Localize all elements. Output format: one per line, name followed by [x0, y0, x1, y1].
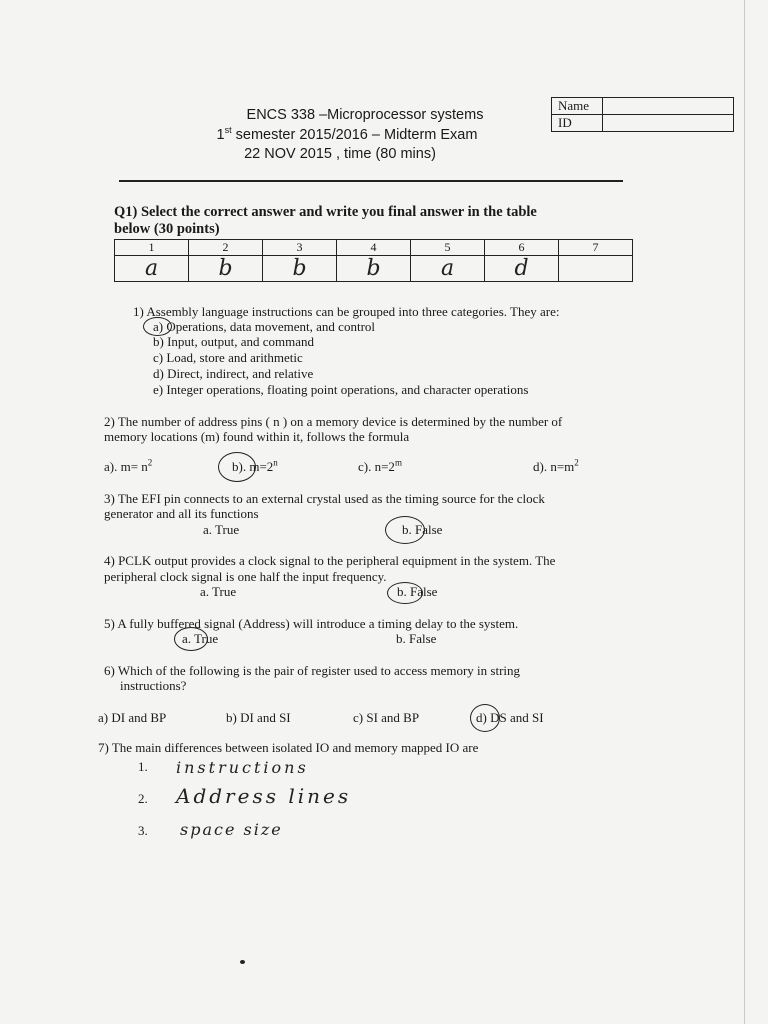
answer-col-header: 6 — [485, 240, 559, 256]
q1-1-option[interactable]: c) Load, store and arithmetic — [153, 350, 303, 365]
q1-7-item-number: 3. — [138, 823, 148, 838]
q1-6-option[interactable]: a) DI and BP — [98, 710, 167, 725]
answer-cell[interactable]: a — [411, 256, 485, 282]
answer-col-header: 7 — [559, 240, 633, 256]
q1-7-stem: 7) The main differences between isolated IO and memory mapped IO are — [98, 740, 479, 755]
q1-3-option[interactable]: b. False — [402, 522, 443, 537]
name-field[interactable] — [603, 98, 734, 115]
answer-table — [114, 239, 633, 282]
page-edge-shadow — [744, 0, 745, 1024]
q1-title-line1: Q1) Select the correct answer and write you final answer in the table — [114, 204, 537, 220]
q1-6-option[interactable]: c) SI and BP — [353, 710, 420, 725]
q1-4-stem: 4) PCLK output provides a clock signal to the peripheral equipment in the system. The — [104, 553, 556, 568]
q1-4-option[interactable]: b. False — [397, 584, 438, 599]
student-info-table — [551, 97, 734, 132]
q1-title-line2: below (30 points) — [114, 221, 220, 237]
q1-2-option[interactable] — [358, 459, 402, 475]
q1-1-option[interactable]: d) Direct, indirect, and relative — [153, 366, 314, 381]
answer-cell[interactable] — [559, 256, 633, 282]
course-title — [200, 107, 530, 124]
q1-6-option[interactable]: b) DI and SI — [226, 710, 291, 725]
answer-col-header: 5 — [411, 240, 485, 256]
q1-5-option[interactable]: b. False — [396, 631, 437, 646]
q1-6-stem: 6) Which of the following is the pair of register used to access memory in string — [104, 663, 521, 678]
semester-sup: st — [224, 125, 232, 136]
q1-7-handwritten-answer[interactable]: instructions — [176, 758, 309, 777]
q1-3-stem-2: generator and all its functions — [104, 506, 259, 521]
opt-base: b). m=2 — [232, 459, 274, 474]
answer-col-header: 3 — [263, 240, 337, 256]
opt-sup: 2 — [574, 457, 579, 468]
q1-6-stem-2: instructions? — [120, 678, 187, 693]
q1-6-option[interactable]: d) DS and SI — [476, 710, 544, 725]
q1-5-stem: 5) A fully buffered signal (Address) will introduce a timing delay to the system. — [104, 616, 519, 631]
q1-1-option[interactable]: b) Input, output, and command — [153, 334, 315, 349]
semester-rest: semester 2015/2016 – Midterm Exam — [231, 127, 478, 143]
q1-2-option[interactable] — [533, 459, 579, 475]
q1-4-option[interactable]: a. True — [200, 584, 237, 599]
q1-7-item-number: 2. — [138, 791, 148, 806]
q1-7-handwritten-answer[interactable]: Address lines — [176, 784, 352, 808]
answer-cell[interactable]: b — [337, 256, 411, 282]
q1-3-option[interactable]: a. True — [203, 522, 240, 537]
answer-cell[interactable]: b — [263, 256, 337, 282]
q1-4-stem-2: peripheral clock signal is one half the input frequency. — [104, 569, 387, 584]
opt-sup: 2 — [147, 457, 153, 468]
q1-5-option[interactable]: a. True — [182, 631, 219, 646]
course-text: ENCS 338 –Microprocessor systems — [246, 107, 484, 123]
opt-base: d). n=m — [533, 459, 575, 474]
q1-7-handwritten-answer[interactable]: space size — [180, 820, 283, 839]
exam-date — [190, 146, 490, 162]
semester-line — [182, 127, 512, 143]
name-label: Name — [552, 98, 603, 115]
opt-sup: m — [394, 457, 402, 468]
q1-2-stem-2: memory locations (m) found within it, follows the formula — [104, 429, 410, 444]
answer-cell[interactable]: a — [115, 256, 189, 282]
q1-2-option[interactable] — [104, 459, 152, 475]
q1-1-option[interactable]: e) Integer operations, floating point operations, and character operations — [153, 382, 529, 397]
q1-3-stem: 3) The EFI pin connects to an external crystal used as the timing source for the clock — [104, 491, 545, 506]
q1-1-stem: 1) Assembly language instructions can be grouped into three categories. They are: — [133, 304, 560, 319]
answer-col-header: 2 — [189, 240, 263, 256]
id-label: ID — [552, 115, 603, 132]
id-field[interactable] — [603, 115, 734, 132]
answer-col-header: 4 — [337, 240, 411, 256]
exam-date-text: 22 NOV 2015 , time (80 mins) — [244, 146, 436, 162]
ink-dot — [240, 960, 245, 964]
q1-1-option[interactable]: a) Operations, data movement, and control — [153, 319, 376, 334]
semester-num: 1 — [216, 127, 225, 143]
q1-2-option[interactable] — [232, 459, 278, 475]
q1-title — [114, 204, 537, 221]
opt-base: c). n=2 — [358, 459, 395, 474]
q1-2-stem: 2) The number of address pins ( n ) on a memory device is determined by the number of — [104, 414, 563, 429]
answer-cell[interactable]: b — [189, 256, 263, 282]
opt-sup: n — [273, 457, 278, 468]
opt-base: a). m= n — [104, 459, 148, 474]
answer-col-header: 1 — [115, 240, 189, 256]
q1-title-2 — [114, 221, 220, 238]
header-divider — [119, 180, 623, 182]
answer-cell[interactable]: d — [485, 256, 559, 282]
q1-7-item-number: 1. — [138, 759, 148, 774]
